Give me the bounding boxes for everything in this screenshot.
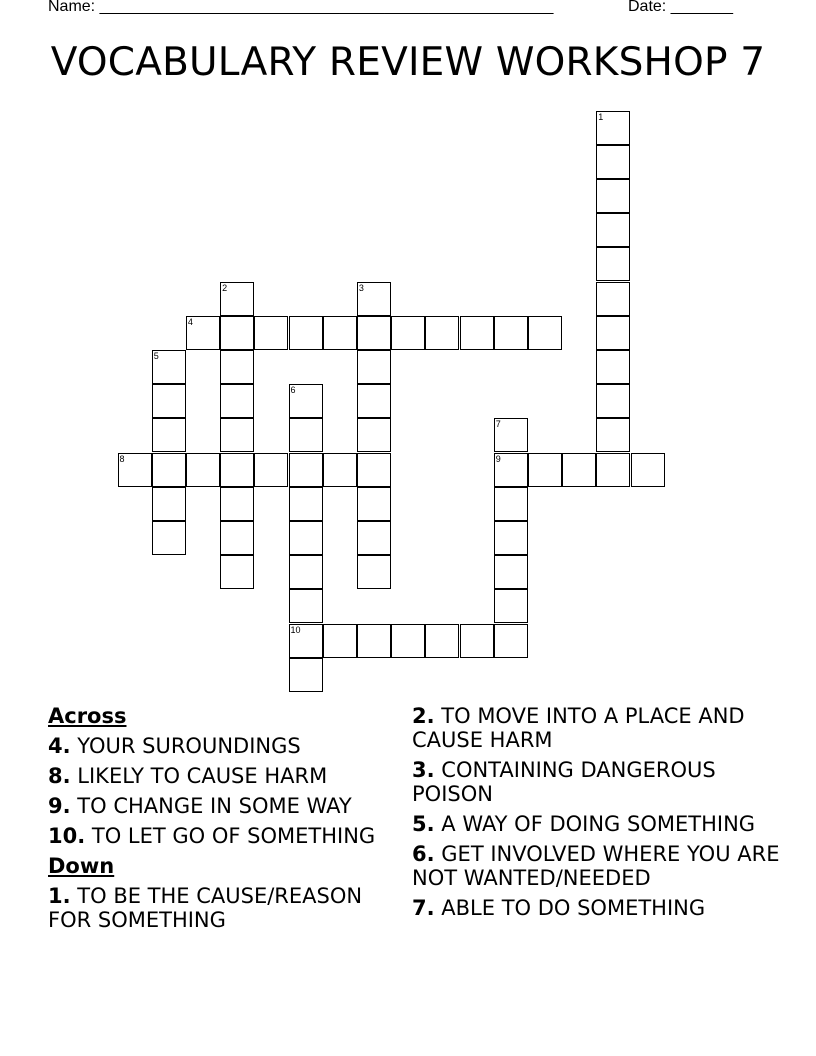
clue-number-label: 6	[290, 385, 296, 396]
clue-number-label: 7	[495, 419, 501, 430]
grid-cell[interactable]	[494, 487, 528, 521]
grid-cell[interactable]	[323, 453, 357, 487]
grid-cell[interactable]	[528, 316, 562, 350]
grid-cell[interactable]	[220, 350, 254, 384]
clue-down-3: 3. CONTAINING DANGEROUS POISON	[412, 758, 716, 806]
grid-cell[interactable]	[391, 624, 425, 658]
clue-across-10: 10. TO LET GO OF SOMETHING	[48, 824, 376, 848]
grid-cell[interactable]	[357, 453, 391, 487]
clue-number-label: 2	[222, 282, 228, 293]
grid-cell[interactable]	[357, 384, 391, 418]
grid-cell[interactable]	[220, 282, 254, 316]
grid-cell[interactable]	[494, 589, 528, 623]
grid-cell[interactable]	[186, 316, 220, 350]
grid-cell[interactable]	[289, 624, 323, 658]
clue-down-2: 2. TO MOVE INTO A PLACE AND CAUSE HARM	[412, 704, 745, 752]
date-field-label: Date: _______	[628, 0, 733, 15]
grid-cell[interactable]	[220, 453, 254, 487]
grid-cell[interactable]	[357, 316, 391, 350]
grid-cell[interactable]	[220, 418, 254, 452]
grid-cell[interactable]	[289, 316, 323, 350]
grid-cell[interactable]	[152, 418, 186, 452]
clue-number-label: 9	[495, 453, 501, 464]
grid-cell[interactable]	[596, 418, 630, 452]
clue-number-label: 4	[187, 316, 193, 327]
clue-number-label: 5	[153, 350, 159, 361]
grid-cell[interactable]	[289, 453, 323, 487]
grid-cell[interactable]	[528, 453, 562, 487]
grid-cell[interactable]	[357, 418, 391, 452]
grid-cell[interactable]	[152, 521, 186, 555]
grid-cell[interactable]	[289, 589, 323, 623]
clue-across-9: 9. TO CHANGE IN SOME WAY	[48, 794, 352, 818]
name-field-label: Name: ___________________________________________________	[48, 0, 554, 15]
grid-cell[interactable]	[357, 282, 391, 316]
grid-cell[interactable]	[562, 453, 596, 487]
clue-across-8: 8. LIKELY TO CAUSE HARM	[48, 764, 328, 788]
grid-cell[interactable]	[596, 350, 630, 384]
clues-left-column	[48, 704, 398, 938]
clue-number-label: 10	[290, 624, 301, 635]
grid-cell[interactable]	[289, 384, 323, 418]
clue-across-4: 4. YOUR SUROUNDINGS	[48, 734, 301, 758]
grid-cell[interactable]	[494, 316, 528, 350]
grid-cell[interactable]	[289, 418, 323, 452]
grid-cell[interactable]	[220, 316, 254, 350]
grid-cell[interactable]	[494, 521, 528, 555]
grid-cell[interactable]	[220, 384, 254, 418]
grid-cell[interactable]	[596, 316, 630, 350]
grid-cell[interactable]	[460, 316, 494, 350]
page-title: VOCABULARY REVIEW WORKSHOP 7	[50, 40, 766, 85]
down-heading: Down	[48, 854, 115, 878]
grid-cell[interactable]	[289, 658, 323, 692]
grid-cell[interactable]	[596, 179, 630, 213]
clue-down-5: 5. A WAY OF DOING SOMETHING	[412, 812, 756, 836]
across-heading: Across	[48, 704, 127, 728]
grid-cell[interactable]	[289, 521, 323, 555]
grid-cell[interactable]	[596, 145, 630, 179]
grid-cell[interactable]	[289, 555, 323, 589]
grid-cell[interactable]	[391, 316, 425, 350]
grid-cell[interactable]	[118, 453, 152, 487]
grid-cell[interactable]	[494, 453, 528, 487]
clue-down-7: 7. ABLE TO DO SOMETHING	[412, 896, 706, 920]
grid-cell[interactable]	[254, 316, 288, 350]
grid-cell[interactable]	[323, 624, 357, 658]
clue-down-6: 6. GET INVOLVED WHERE YOU ARE NOT WANTED/NEEDED	[412, 842, 780, 890]
grid-cell[interactable]	[220, 521, 254, 555]
grid-cell[interactable]	[357, 521, 391, 555]
grid-cell[interactable]	[357, 555, 391, 589]
grid-cell[interactable]	[425, 316, 459, 350]
grid-cell[interactable]	[152, 384, 186, 418]
clue-number-label: 3	[358, 282, 364, 293]
grid-cell[interactable]	[494, 418, 528, 452]
grid-cell[interactable]	[254, 453, 288, 487]
grid-cell[interactable]	[323, 316, 357, 350]
grid-cell[interactable]	[289, 487, 323, 521]
grid-cell[interactable]	[357, 487, 391, 521]
grid-cell[interactable]	[631, 453, 665, 487]
clue-number-label: 1	[598, 111, 604, 122]
grid-cell[interactable]	[596, 384, 630, 418]
grid-cell[interactable]	[357, 624, 391, 658]
grid-cell[interactable]	[494, 624, 528, 658]
clue-number-label: 8	[119, 453, 125, 464]
clues-right-column	[412, 704, 802, 926]
grid-cell[interactable]	[596, 453, 630, 487]
grid-cell[interactable]	[494, 555, 528, 589]
grid-cell[interactable]	[152, 487, 186, 521]
grid-cell[interactable]	[425, 624, 459, 658]
grid-cell[interactable]	[357, 350, 391, 384]
grid-cell[interactable]	[152, 350, 186, 384]
grid-cell[interactable]	[596, 111, 630, 145]
grid-cell[interactable]	[596, 247, 630, 281]
grid-cell[interactable]	[596, 282, 630, 316]
grid-cell[interactable]	[460, 624, 494, 658]
grid-cell[interactable]	[596, 213, 630, 247]
grid-cell[interactable]	[220, 487, 254, 521]
grid-cell[interactable]	[220, 555, 254, 589]
clue-down-1: 1. TO BE THE CAUSE/REASON FOR SOMETHING	[48, 884, 363, 932]
grid-cell[interactable]	[186, 453, 220, 487]
grid-cell[interactable]	[152, 453, 186, 487]
